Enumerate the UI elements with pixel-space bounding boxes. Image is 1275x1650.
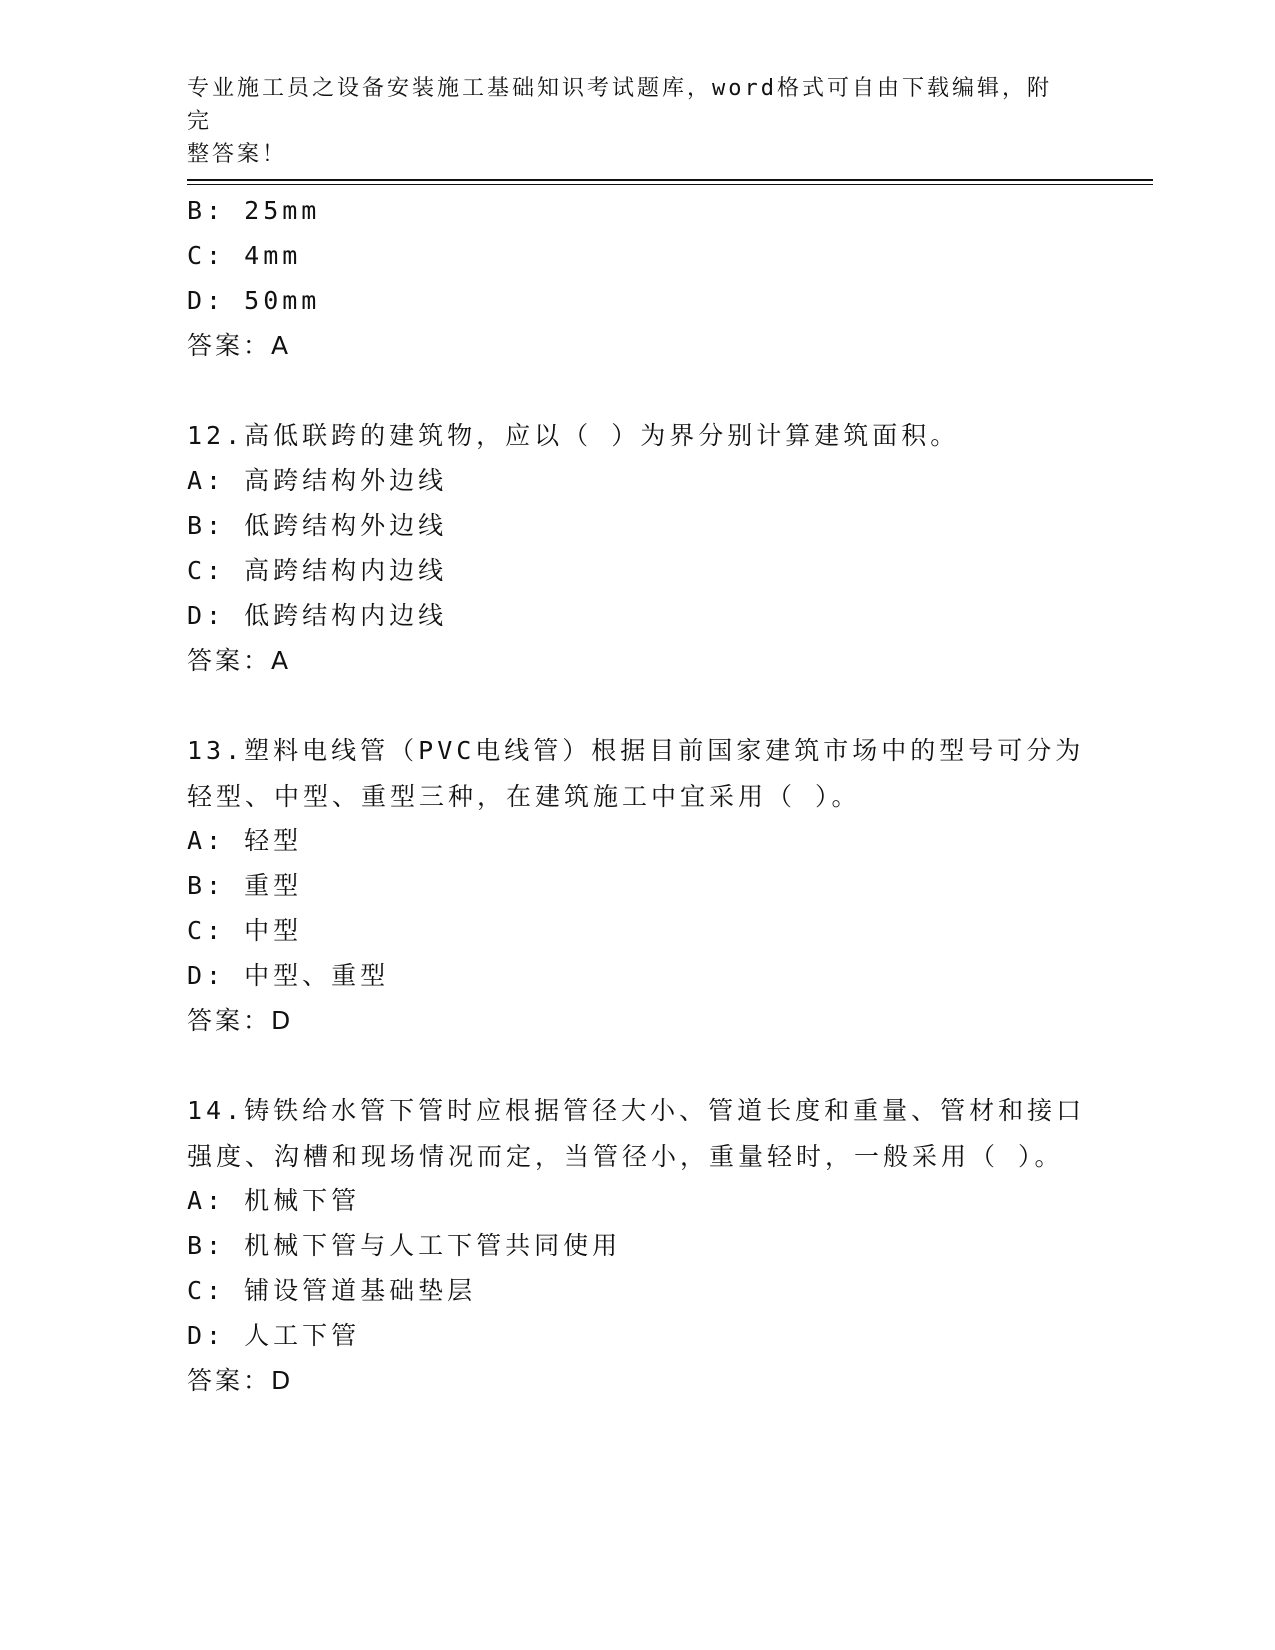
q13-option-a: A: 轻型	[187, 826, 303, 855]
q13-answer: 答案：D	[187, 1006, 294, 1035]
header-line-2: 整答案！	[187, 142, 288, 167]
q13-option-d: D: 中型、重型	[187, 961, 390, 990]
q12-option-a: A: 高跨结构外边线	[187, 466, 448, 495]
q13-option-b: B: 重型	[187, 871, 303, 900]
q14-option-a: A: 机械下管	[187, 1186, 361, 1215]
q12-option-b: B: 低跨结构外边线	[187, 511, 448, 540]
header-line-1: 专业施工员之设备安装施工基础知识考试题库，word格式可自由下载编辑，附完	[187, 76, 1052, 134]
q14-option-b: B: 机械下管与人工下管共同使用	[187, 1231, 622, 1260]
q11-option-d: D: 50mm	[187, 286, 321, 315]
q13-option-c: C: 中型	[187, 916, 303, 945]
q14-stem-line-2: 强度、沟槽和现场情况而定，当管径小，重量轻时，一般采用（ ）。	[187, 1142, 1064, 1171]
q12-option-c: C: 高跨结构内边线	[187, 556, 448, 585]
q11-option-c: C: 4mm	[187, 241, 302, 270]
q14-stem-line-1: 14.铸铁给水管下管时应根据管径大小、管道长度和重量、管材和接口	[187, 1096, 1086, 1125]
q14-option-d: D: 人工下管	[187, 1321, 361, 1350]
q12-stem: 12.高低联跨的建筑物，应以（ ）为界分别计算建筑面积。	[187, 421, 960, 450]
q11-option-b: B: 25mm	[187, 196, 321, 225]
header-rule-thin	[187, 184, 1153, 185]
q11-answer: 答案：A	[187, 331, 292, 360]
q13-stem-line-2: 轻型、中型、重型三种，在建筑施工中宜采用（ ）。	[187, 782, 861, 811]
document-header	[187, 72, 1067, 171]
q12-option-d: D: 低跨结构内边线	[187, 601, 448, 630]
q14-answer: 答案：D	[187, 1366, 294, 1395]
header-rule-thick	[187, 179, 1153, 181]
q14-option-c: C: 铺设管道基础垫层	[187, 1276, 477, 1305]
q13-stem-line-1: 13.塑料电线管（PVC电线管）根据目前国家建筑市场中的型号可分为	[187, 736, 1085, 765]
q12-answer: 答案：A	[187, 646, 292, 675]
